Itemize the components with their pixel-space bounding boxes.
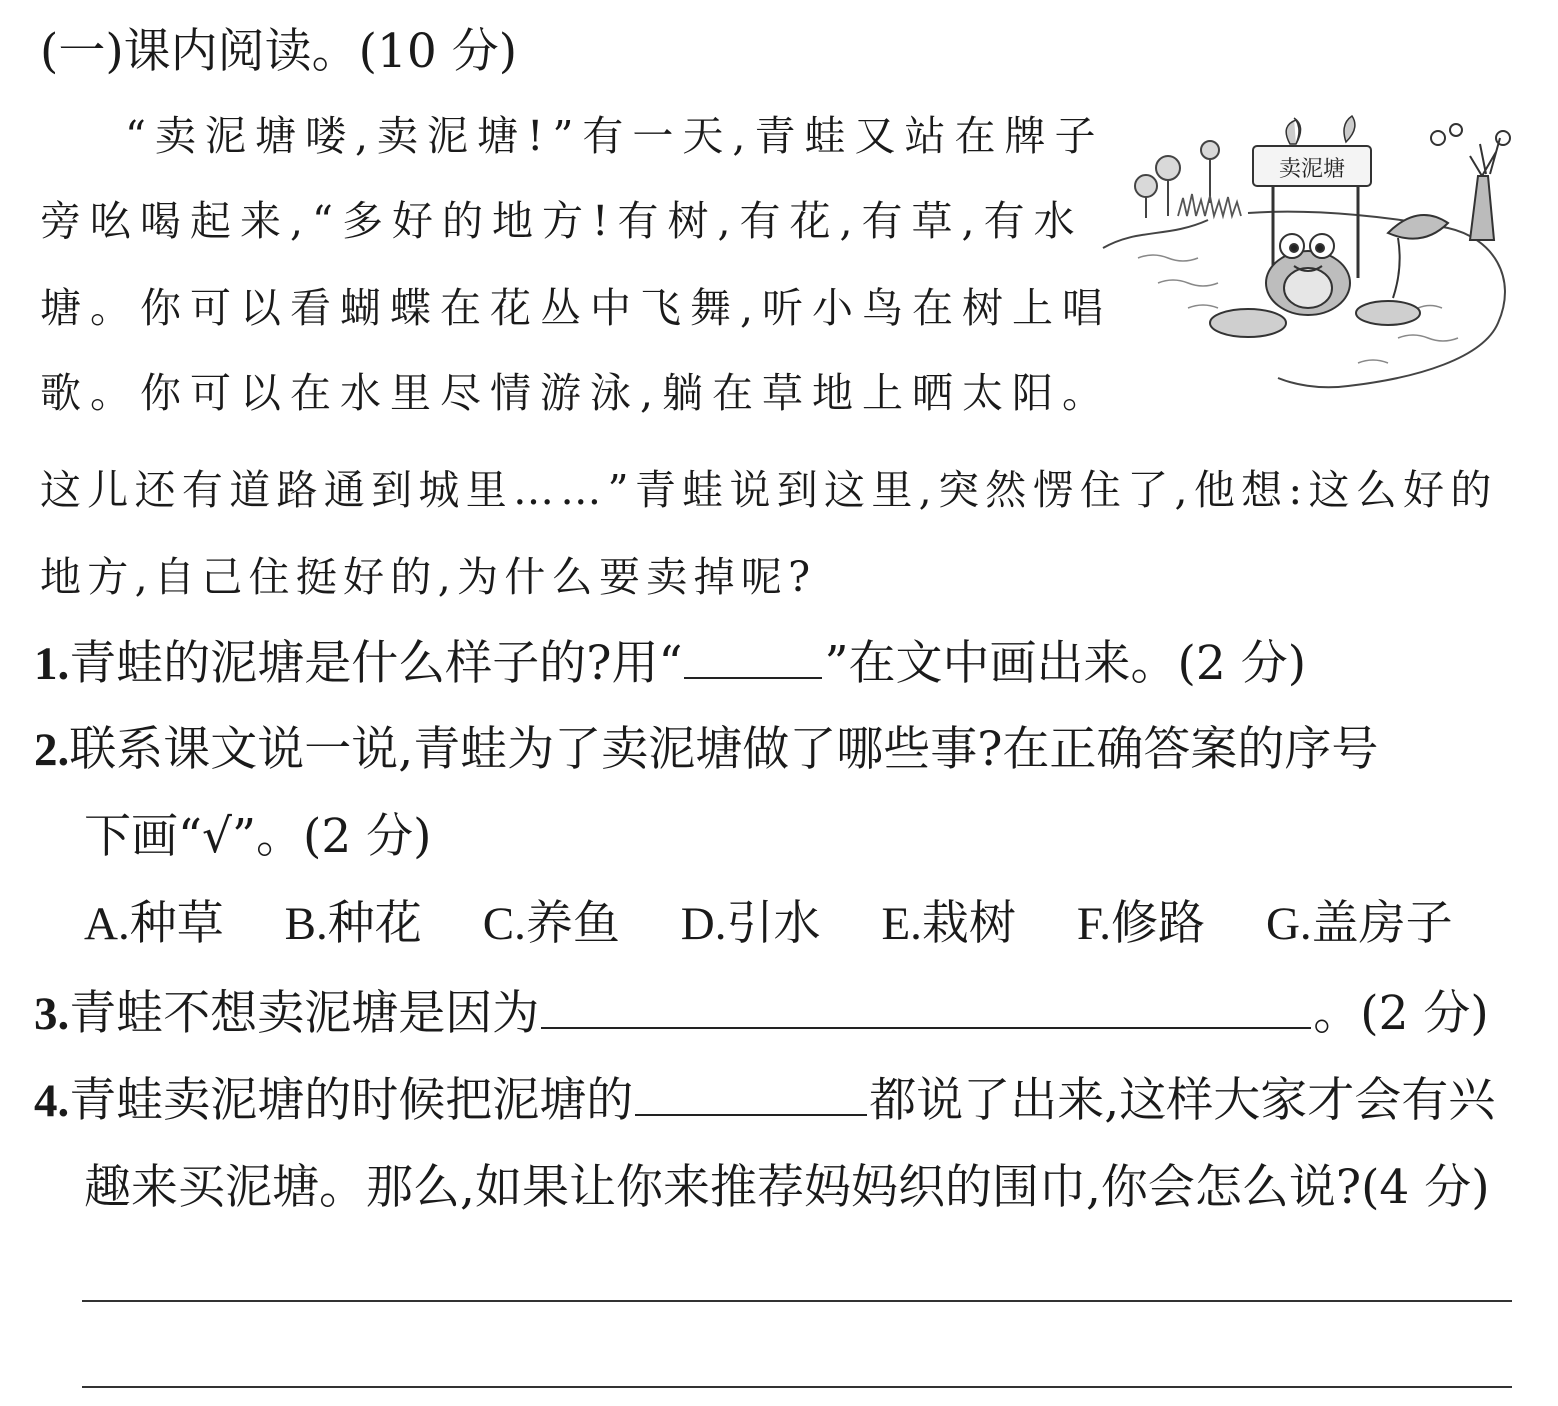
question-4 <box>34 1073 1496 1128</box>
passage-line-5: 这儿还有道路通到城里……”青蛙说到这里,突然愣住了,他想:这么好的 <box>40 466 1498 514</box>
sign-text: 卖泥塘 <box>1278 157 1346 182</box>
option-f[interactable]: F.修路 <box>1076 896 1205 951</box>
frog-pond-illustration <box>1098 108 1518 393</box>
question-3 <box>34 986 1489 1041</box>
question-2-text-continued: 下画“√”。(2 分) <box>84 809 432 864</box>
question-4-blank[interactable] <box>635 1113 867 1116</box>
question-2 <box>34 722 1379 777</box>
question-2-text: 联系课文说一说,青蛙为了卖泥塘做了哪些事?在正确答案的序号 <box>69 722 1379 777</box>
question-2-number: 2. <box>34 724 70 776</box>
section-title: (一)课内阅读。(10 分) <box>40 24 518 79</box>
passage-line-6: 地方,自己住挺好的,为什么要卖掉呢? <box>40 553 817 601</box>
question-4-number: 4. <box>34 1075 70 1127</box>
question-3-number: 3. <box>34 988 70 1040</box>
question-4-text-before: 青蛙卖泥塘的时候把泥塘的 <box>69 1073 634 1128</box>
question-4-text-after: 都说了出来,这样大家才会有兴 <box>869 1073 1496 1128</box>
question-1 <box>34 636 1307 691</box>
passage-line-3: 塘。你可以看蝴蝶在花丛中飞舞,听小鸟在树上唱 <box>40 284 1113 332</box>
passage-line-2: 旁吆喝起来,“多好的地方!有树,有花,有草,有水 <box>40 197 1084 245</box>
passage-line-4: 歌。你可以在水里尽情游泳,躺在草地上晒太阳。 <box>40 369 1113 417</box>
option-d[interactable]: D.引水 <box>680 896 821 951</box>
option-a[interactable]: A.种草 <box>84 896 224 951</box>
option-b[interactable]: B.种花 <box>284 896 422 951</box>
question-3-text-after: 。(2 分) <box>1313 986 1489 1041</box>
answer-line-2[interactable] <box>82 1386 1512 1388</box>
question-4-text-continued: 趣来买泥塘。那么,如果让你来推荐妈妈织的围巾,你会怎么说?(4 分) <box>84 1160 1490 1215</box>
question-1-text-after: ”在文中画出来。(2 分) <box>824 636 1307 691</box>
question-3-blank[interactable] <box>541 1026 1311 1029</box>
question-1-number: 1. <box>34 638 70 690</box>
option-g[interactable]: G.盖房子 <box>1265 896 1453 951</box>
question-1-text-before: 青蛙的泥塘是什么样子的?用“ <box>69 636 683 691</box>
question-2-options <box>84 896 1453 951</box>
question-3-text-before: 青蛙不想卖泥塘是因为 <box>69 986 540 1041</box>
question-1-blank[interactable] <box>684 676 822 679</box>
answer-line-1[interactable] <box>82 1300 1512 1302</box>
option-e[interactable]: E.栽树 <box>881 896 1016 951</box>
passage-line-1: “卖泥塘喽,卖泥塘!”有一天,青蛙又站在牌子 <box>125 112 1105 160</box>
option-c[interactable]: C.养鱼 <box>482 896 620 951</box>
